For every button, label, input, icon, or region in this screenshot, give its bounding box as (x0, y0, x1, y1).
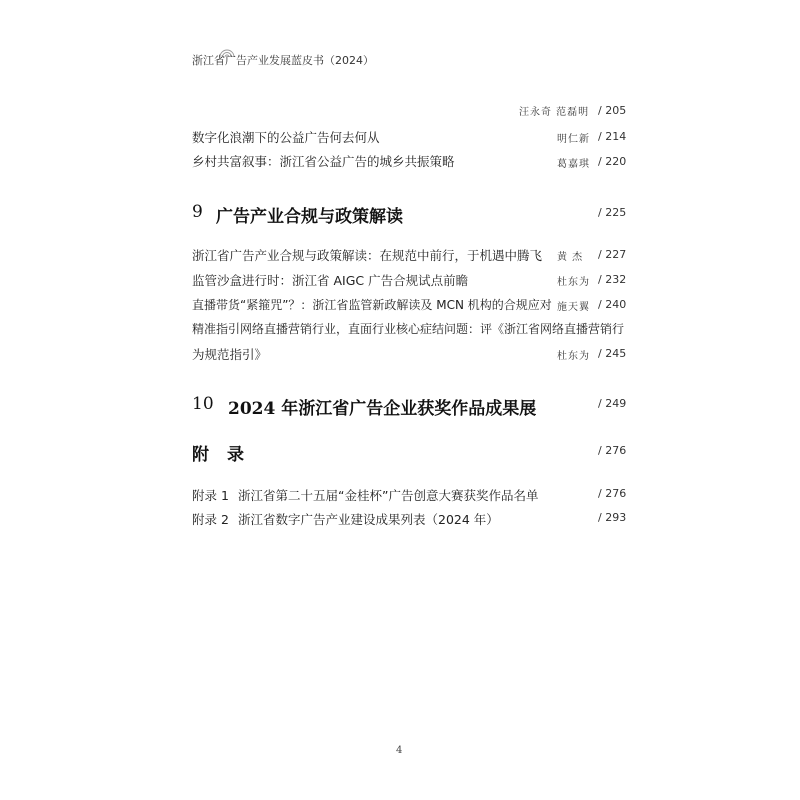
running-header: 浙江省广告产业发展蓝皮书（2024） (192, 54, 374, 67)
toc-author: 黄 杰 (557, 252, 584, 263)
toc-entry-title[interactable]: 乡村共富叙事：浙江省公益广告的城乡共振策略 (192, 154, 455, 169)
toc-entry-title[interactable]: 数字化浪潮下的公益广告何去何从 (192, 130, 380, 145)
toc-page: / 225 (598, 206, 627, 219)
toc-page: / 205 (598, 104, 627, 117)
toc-author: 杜东为 (557, 277, 590, 288)
chapter-title[interactable]: 广告产业合规与政策解读 (216, 207, 403, 227)
toc-author: 汪永奇 范磊明 (519, 107, 590, 118)
toc-page: / 276 (598, 444, 627, 457)
toc-entry-title[interactable]: 浙江省第二十五届“金桂杯”广告创意大赛获奖作品名单 (238, 488, 539, 503)
toc-author: 杜东为 (557, 351, 590, 362)
chapter-title[interactable]: 2024 年浙江省广告企业获奖作品成果展 (228, 399, 537, 419)
toc-author: 葛嘉琪 (557, 159, 590, 170)
toc-page: / 220 (598, 155, 627, 168)
appendix-label: 附录 2 (192, 512, 229, 527)
toc-page: / 240 (598, 298, 627, 311)
toc-page: / 245 (598, 347, 627, 360)
toc-entry-title[interactable]: 浙江省广告产业合规与政策解读：在规范中前行，于机遇中腾飞 (192, 248, 543, 263)
toc-entry-title-line2[interactable]: 为规范指引》 (192, 347, 268, 362)
toc-page: / 227 (598, 248, 627, 261)
toc-entry-title[interactable]: 浙江省数字广告产业建设成果列表（2024 年） (238, 512, 499, 527)
appendix-label: 附录 1 (192, 488, 229, 503)
toc-page: / 249 (598, 397, 627, 410)
toc-page: / 276 (598, 487, 627, 500)
toc-page: / 232 (598, 273, 627, 286)
chapter-number: 10 (192, 394, 214, 414)
page-number: 4 (396, 745, 403, 756)
toc-entry-title[interactable]: 监管沙盒进行时：浙江省 AIGC 广告合规试点前瞻 (192, 273, 469, 288)
toc-entry-title[interactable]: 直播带货“紧箍咒”？：浙江省监管新政解读及 MCN 机构的合规应对 (192, 298, 552, 312)
toc-page: / 214 (598, 130, 627, 143)
chapter-number: 9 (192, 202, 203, 222)
toc-entry-title-line1[interactable]: 精准指引网络直播营销行业，直面行业核心症结问题：评《浙江省网络直播营销行 (192, 322, 625, 336)
appendix-heading[interactable]: 附录 (192, 445, 262, 465)
toc-page: / 293 (598, 511, 627, 524)
toc-author: 明仁新 (557, 134, 590, 145)
toc-author: 施天翼 (557, 302, 590, 313)
